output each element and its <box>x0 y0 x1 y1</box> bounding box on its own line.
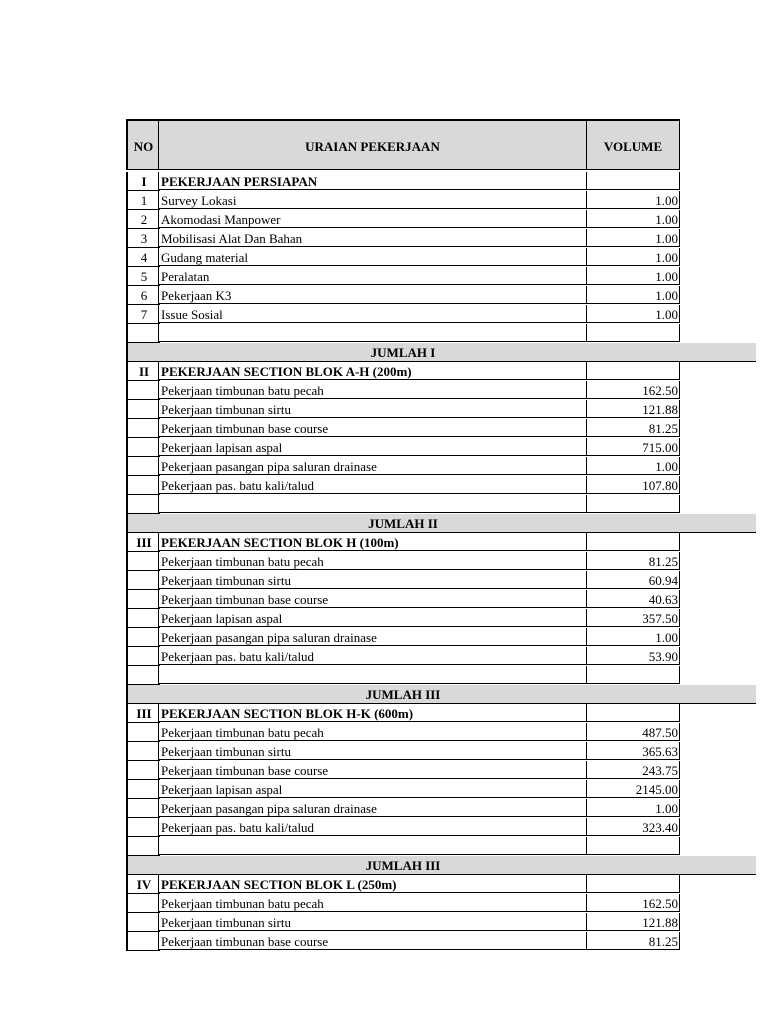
table-row <box>126 552 756 571</box>
section-number: IV <box>126 875 160 894</box>
item-number: 2 <box>126 210 160 229</box>
item-number <box>126 400 160 419</box>
item-volume: 162.50 <box>586 381 680 399</box>
item-volume: 1.00 <box>586 286 680 304</box>
item-volume: 1.00 <box>586 267 680 285</box>
item-number: 7 <box>126 305 160 324</box>
section-volume <box>586 533 680 551</box>
header-description: URAIAN PEKERJAAN <box>158 119 586 170</box>
item-volume: 715.00 <box>586 438 680 456</box>
item-volume: 53.90 <box>586 647 680 665</box>
table-row <box>126 305 756 324</box>
item-description: Pekerjaan timbunan base course <box>158 761 586 779</box>
item-number: 6 <box>126 286 160 305</box>
item-description: Pekerjaan timbunan base course <box>158 932 586 950</box>
blank-row <box>126 837 756 856</box>
item-number: 4 <box>126 248 160 267</box>
section-title: PEKERJAAN SECTION BLOK L (250m) <box>158 875 586 893</box>
section-title-row <box>126 533 756 552</box>
item-volume: 107.80 <box>586 476 680 494</box>
table-row <box>126 381 756 400</box>
subtotal-row <box>126 343 756 362</box>
item-number: 5 <box>126 267 160 286</box>
table-row <box>126 780 756 799</box>
table-row <box>126 229 756 248</box>
item-volume: 121.88 <box>586 400 680 418</box>
item-number <box>126 476 160 495</box>
item-description: Pekerjaan lapisan aspal <box>158 438 586 456</box>
section-volume <box>586 172 680 190</box>
table-row <box>126 799 756 818</box>
item-description: Pekerjaan timbunan batu pecah <box>158 894 586 912</box>
table-row <box>126 590 756 609</box>
item-number <box>126 723 160 742</box>
item-number <box>126 438 160 457</box>
item-volume: 162.50 <box>586 894 680 912</box>
blank-volume <box>586 324 680 342</box>
section-title: PEKERJAAN PERSIAPAN <box>158 172 586 190</box>
item-volume: 81.25 <box>586 552 680 570</box>
table-row <box>126 894 756 913</box>
item-number <box>126 818 160 837</box>
section-title-row <box>126 362 756 381</box>
section-title: PEKERJAAN SECTION BLOK H (100m) <box>158 533 586 551</box>
item-number <box>126 419 160 438</box>
section-title: PEKERJAAN SECTION BLOK H-K (600m) <box>158 704 586 722</box>
item-volume: 1.00 <box>586 248 680 266</box>
item-description: Pekerjaan timbunan base course <box>158 419 586 437</box>
item-description: Gudang material <box>158 248 586 266</box>
table-row <box>126 571 756 590</box>
subtotal-row <box>126 685 756 704</box>
table-row <box>126 419 756 438</box>
item-volume: 243.75 <box>586 761 680 779</box>
item-description: Peralatan <box>158 267 586 285</box>
subtotal-row <box>126 514 756 533</box>
item-description: Pekerjaan timbunan sirtu <box>158 571 586 589</box>
item-description: Survey Lokasi <box>158 191 586 209</box>
table-row <box>126 723 756 742</box>
table-row <box>126 742 756 761</box>
item-number: 3 <box>126 229 160 248</box>
table-row <box>126 913 756 932</box>
item-number <box>126 571 160 590</box>
blank-row <box>126 495 756 514</box>
item-volume: 121.88 <box>586 913 680 931</box>
item-description: Pekerjaan pas. batu kali/talud <box>158 647 586 665</box>
item-number: 1 <box>126 191 160 210</box>
item-description: Akomodasi Manpower <box>158 210 586 228</box>
item-number <box>126 932 160 951</box>
item-description: Issue Sosial <box>158 305 586 323</box>
subtotal-row <box>126 856 756 875</box>
table-row <box>126 438 756 457</box>
item-volume: 1.00 <box>586 191 680 209</box>
blank-volume <box>586 666 680 684</box>
section-number: III <box>126 533 160 552</box>
item-volume: 1.00 <box>586 229 680 247</box>
subtotal-label: JUMLAH I <box>370 345 436 360</box>
blank-description <box>158 495 586 513</box>
item-volume: 323.40 <box>586 818 680 836</box>
section-number: I <box>126 172 160 191</box>
table-row <box>126 476 756 495</box>
section-title-row <box>126 875 756 894</box>
item-volume: 365.63 <box>586 742 680 760</box>
item-volume: 1.00 <box>586 305 680 323</box>
header-volume: VOLUME <box>586 119 680 170</box>
table-row <box>126 267 756 286</box>
table-row <box>126 248 756 267</box>
item-description: Pekerjaan timbunan sirtu <box>158 913 586 931</box>
section-title: PEKERJAAN SECTION BLOK A-H (200m) <box>158 362 586 380</box>
item-volume: 1.00 <box>586 628 680 646</box>
item-volume: 1.00 <box>586 457 680 475</box>
item-description: Pekerjaan lapisan aspal <box>158 609 586 627</box>
blank-description <box>158 666 586 684</box>
table-row <box>126 457 756 476</box>
item-volume: 81.25 <box>586 932 680 950</box>
item-description: Mobilisasi Alat Dan Bahan <box>158 229 586 247</box>
section-number: II <box>126 362 160 381</box>
item-description: Pekerjaan timbunan batu pecah <box>158 381 586 399</box>
blank-no <box>126 495 160 514</box>
table-row <box>126 286 756 305</box>
item-volume: 60.94 <box>586 571 680 589</box>
item-volume: 487.50 <box>586 723 680 741</box>
blank-row <box>126 666 756 685</box>
item-volume: 1.00 <box>586 799 680 817</box>
section-number: III <box>126 704 160 723</box>
item-description: Pekerjaan pas. batu kali/talud <box>158 818 586 836</box>
item-volume: 40.63 <box>586 590 680 608</box>
blank-no <box>126 324 160 343</box>
table-row <box>126 818 756 837</box>
item-description: Pekerjaan pasangan pipa saluran drainase <box>158 457 586 475</box>
item-number <box>126 590 160 609</box>
item-description: Pekerjaan lapisan aspal <box>158 780 586 798</box>
blank-description <box>158 837 586 855</box>
table-row <box>126 647 756 666</box>
item-description: Pekerjaan timbunan batu pecah <box>158 552 586 570</box>
table-body <box>126 172 756 951</box>
table-row <box>126 210 756 229</box>
table-row <box>126 628 756 647</box>
section-volume <box>586 362 680 380</box>
item-number <box>126 799 160 818</box>
item-description: Pekerjaan pas. batu kali/talud <box>158 476 586 494</box>
table-row <box>126 932 756 951</box>
section-title-row <box>126 704 756 723</box>
item-description: Pekerjaan timbunan sirtu <box>158 742 586 760</box>
subtotal-label: JUMLAH II <box>368 516 438 531</box>
item-number <box>126 457 160 476</box>
item-number <box>126 894 160 913</box>
item-description: Pekerjaan timbunan base course <box>158 590 586 608</box>
item-description: Pekerjaan timbunan batu pecah <box>158 723 586 741</box>
item-number <box>126 628 160 647</box>
item-number <box>126 552 160 571</box>
table-row <box>126 400 756 419</box>
item-volume: 81.25 <box>586 419 680 437</box>
item-volume: 1.00 <box>586 210 680 228</box>
item-number <box>126 761 160 780</box>
section-volume <box>586 875 680 893</box>
table-row <box>126 761 756 780</box>
blank-row <box>126 324 756 343</box>
item-number <box>126 913 160 932</box>
section-volume <box>586 704 680 722</box>
item-number <box>126 381 160 400</box>
spreadsheet-table <box>126 119 756 951</box>
subtotal-label: JUMLAH III <box>365 858 441 873</box>
blank-no <box>126 666 160 685</box>
item-volume: 357.50 <box>586 609 680 627</box>
header-no: NO <box>126 119 159 170</box>
item-description: Pekerjaan pasangan pipa saluran drainase <box>158 628 586 646</box>
item-number <box>126 780 160 799</box>
item-number <box>126 609 160 628</box>
item-description: Pekerjaan K3 <box>158 286 586 304</box>
table-row <box>126 191 756 210</box>
subtotal-label: JUMLAH III <box>365 687 441 702</box>
item-description: Pekerjaan pasangan pipa saluran drainase <box>158 799 586 817</box>
blank-no <box>126 837 160 856</box>
blank-volume <box>586 495 680 513</box>
blank-description <box>158 324 586 342</box>
item-description: Pekerjaan timbunan sirtu <box>158 400 586 418</box>
section-title-row <box>126 172 756 191</box>
item-number <box>126 647 160 666</box>
table-header-row <box>126 119 756 172</box>
item-number <box>126 742 160 761</box>
table-row <box>126 609 756 628</box>
blank-volume <box>586 837 680 855</box>
item-volume: 2145.00 <box>586 780 680 798</box>
